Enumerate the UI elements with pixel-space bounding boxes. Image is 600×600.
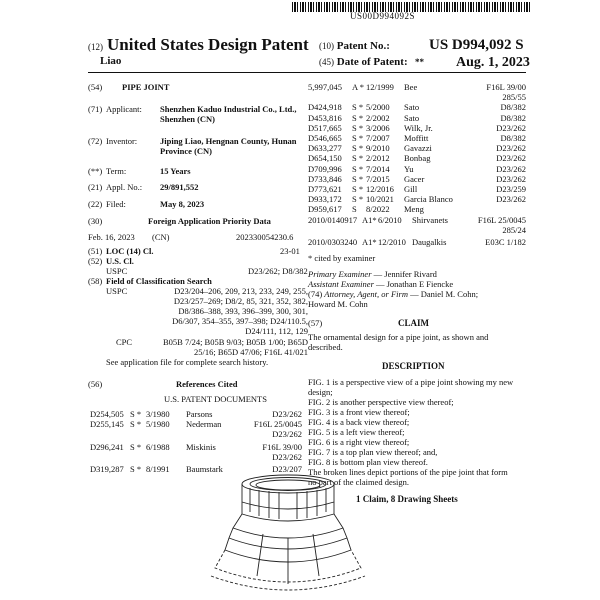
attorney-name: — Daniel M. Cohn; [410, 289, 479, 299]
priority-code: (30) [88, 216, 103, 226]
reference-row: D319,287 S * 8/1991 Baumstark D23/207 [90, 464, 302, 475]
description-line: design; [308, 387, 333, 397]
assistant-examiner-label: Assistant Examiner [308, 279, 374, 289]
patent-no-code: (10) [319, 41, 334, 51]
description-line: FIG. 7 is a top plan view thereof; and, [308, 447, 438, 457]
cpc-label: CPC [116, 337, 133, 347]
claim-code: (57) [308, 318, 323, 328]
refs-heading: References Cited [176, 379, 238, 389]
uscl-code: (52) [88, 256, 103, 266]
inventor-code: (72) [88, 136, 103, 146]
term-code: (**) [88, 166, 103, 176]
reference-row: D546,665 S * 7/2007 Moffitt D8/382 [308, 133, 526, 144]
field-code: (58) [88, 276, 103, 286]
applicant-label: Applicant: [106, 104, 142, 114]
uspc-value: D23/262; D8/382 [248, 266, 308, 276]
field-line-4: D6/307, 354–355, 397–398; D24/110.5, [172, 316, 308, 326]
field-label: Field of Classification Search [106, 276, 212, 286]
cpc-line-1: B05B 7/24; B05B 9/03; B05B 1/00; B65D [163, 337, 308, 347]
priority-heading: Foreign Application Priority Data [148, 216, 271, 226]
reference-row: 2010/0140917 A1* 6/2010 Shirvanets F16L 25/0045 [308, 214, 526, 225]
reference-row: D933,172 S * 10/2021 Garcia Blanco D23/262 [308, 194, 526, 205]
pipe-joint-drawing [203, 472, 373, 600]
claim-line-1: The ornamental design for a pipe joint, as shown and [308, 332, 489, 342]
date-label: Date of Patent: [336, 56, 408, 68]
reference-row: D254,505 S * 3/1980 Parsons D23/262 [90, 409, 302, 419]
date-code: (45) [319, 57, 334, 67]
applicant-code: (71) [88, 104, 103, 114]
claim-line-2: described. [308, 342, 343, 352]
description-line: FIG. 6 is a right view thereof; [308, 437, 410, 447]
description-line: FIG. 4 is a back view thereof; [308, 417, 410, 427]
design-title: PIPE JOINT [122, 82, 170, 92]
left-column [88, 78, 308, 478]
claims-and-sheets: 1 Claim, 8 Drawing Sheets [356, 494, 458, 504]
patent-title-block [88, 35, 309, 55]
patent-type-title: United States Design Patent [107, 35, 309, 54]
reference-row: D959,617 S 8/2022 Meng [308, 204, 424, 215]
field-line-1: D23/204–206, 209, 213, 233, 249, 255, [174, 286, 308, 296]
patent-number-block [319, 37, 524, 53]
refs-code: (56) [88, 379, 103, 389]
description-line: The broken lines depict portions of the pipe joint that form [308, 467, 508, 477]
field-line-2: D23/257–269; D8/2, 85, 321, 352, 382, [173, 296, 308, 306]
attorney-name-2: Howard M. Cohn [308, 299, 368, 309]
uspc-label: USPC [106, 266, 128, 276]
patent-date-block [319, 55, 530, 70]
loc-code: (51) [88, 246, 103, 256]
uscl-label: U.S. Cl. [106, 256, 134, 266]
barcode-number: US00D994092S [350, 11, 416, 21]
loc-label: LOC (14) Cl. [106, 246, 154, 256]
appl-number: 29/891,552 [160, 182, 199, 192]
filed-code: (22) [88, 199, 103, 209]
see-application-note: See application file for complete search history. [106, 357, 269, 367]
description-line: FIG. 3 is a front view thereof; [308, 407, 410, 417]
field-uspc-label: USPC [106, 286, 128, 296]
description-line: no part of the claimed design. [308, 477, 410, 487]
reference-row: 2010/0303240 A1* 12/2010 Daugalkis E03C 1/182 [308, 237, 526, 248]
reference-row: D453,816 S * 2/2002 Sato D8/382 [308, 112, 526, 123]
patent-no-label: Patent No.: [336, 40, 390, 52]
primary-examiner-name: — Jennifer Rivard [373, 269, 437, 279]
assistant-examiner-name: — Jonathan E Fiencke [376, 279, 454, 289]
reference-row: D654,150 S * 2/2012 Bonbag D23/262 [308, 153, 526, 164]
reference-row: D517,665 S * 3/2006 Wilk, Jr. D23/262 [308, 122, 526, 133]
attorney-label: Attorney, Agent, or Firm [324, 289, 408, 299]
description-heading: DESCRIPTION [382, 361, 445, 371]
appl-label: Appl. No.: [106, 182, 143, 192]
field-line-3: D8/386–388, 393, 396–399, 300, 301, [178, 306, 308, 316]
reference-row: D23/262 [272, 429, 302, 440]
reference-row: D733,846 S * 7/2015 Gacer D23/262 [308, 173, 526, 184]
filed-date: May 8, 2023 [160, 199, 205, 209]
cited-by-examiner: * cited by examiner [308, 253, 376, 263]
patent-date: Aug. 1, 2023 [456, 55, 530, 70]
field-line-5: D24/111, 112, 129 [245, 326, 308, 336]
header-rule [88, 72, 526, 73]
priority-date: Feb. 16, 2023 [88, 232, 135, 242]
description-line: FIG. 2 is another perspective view thereof; [308, 397, 454, 407]
description-line: FIG. 5 is a left view thereof; [308, 427, 405, 437]
reference-row: D23/262 [272, 451, 302, 462]
title-code: (54) [88, 82, 103, 92]
term-value: 15 Years [160, 166, 191, 176]
description-line: FIG. 1 is a perspective view of a pipe joint showing my new [308, 377, 514, 387]
loc-value: 23-01 [280, 246, 300, 256]
reference-row: D773,621 S * 12/2016 Gill D23/259 [308, 184, 526, 195]
reference-row: D424,918 S * 5/2000 Sato D8/382 [308, 102, 526, 113]
applicant-line-1: Shenzhen Kaduo Industrial Co., Ltd., [160, 104, 297, 114]
reference-row: 285/24 [502, 224, 526, 235]
date-star: ** [415, 57, 424, 67]
priority-number: 202330054230.6 [236, 232, 294, 242]
reference-row: D296,241 S * 6/1988 Miskinis F16L 39/00 [90, 441, 302, 452]
attorney-code: (74) [308, 289, 323, 299]
cpc-line-2: 25/16; B65D 47/06; F16L 41/021 [194, 347, 308, 357]
reference-row: 285/55 [502, 92, 526, 103]
us-docs-heading: U.S. PATENT DOCUMENTS [164, 394, 267, 404]
reference-row: D709,996 S * 7/2014 Yu D23/262 [308, 163, 526, 174]
applicant-line-2: Shenzhen (CN) [160, 114, 216, 124]
primary-examiner-label: Primary Examiner [308, 269, 372, 279]
inventor-label: Inventor: [106, 136, 138, 146]
term-label: Term: [106, 166, 127, 176]
inventor-line-2: Province (CN) [160, 146, 213, 156]
reference-row: D633,277 S * 9/2010 Gavazzi D23/262 [308, 143, 526, 154]
kind-code: (12) [88, 42, 103, 52]
patent-number: US D994,092 S [429, 37, 524, 53]
right-column [308, 78, 526, 487]
priority-country: (CN) [152, 232, 170, 242]
filed-label: Filed: [106, 199, 126, 209]
inventor-short-name: Liao [100, 55, 122, 67]
inventor-line-1: Jiping Liao, Hengnan County, Hunan [160, 136, 297, 146]
claim-heading: CLAIM [398, 318, 429, 328]
left-references-list [90, 409, 302, 474]
reference-row: 5,997,045 A * 12/1999 Bee F16L 39/00 [308, 82, 526, 92]
description-line: FIG. 8 is bottom plan view thereof. [308, 457, 428, 467]
right-references-list [308, 82, 526, 247]
appl-code: (21) [88, 182, 103, 192]
reference-row: D255,145 S * 5/1980 Nederman F16L 25/0045 [90, 419, 302, 430]
